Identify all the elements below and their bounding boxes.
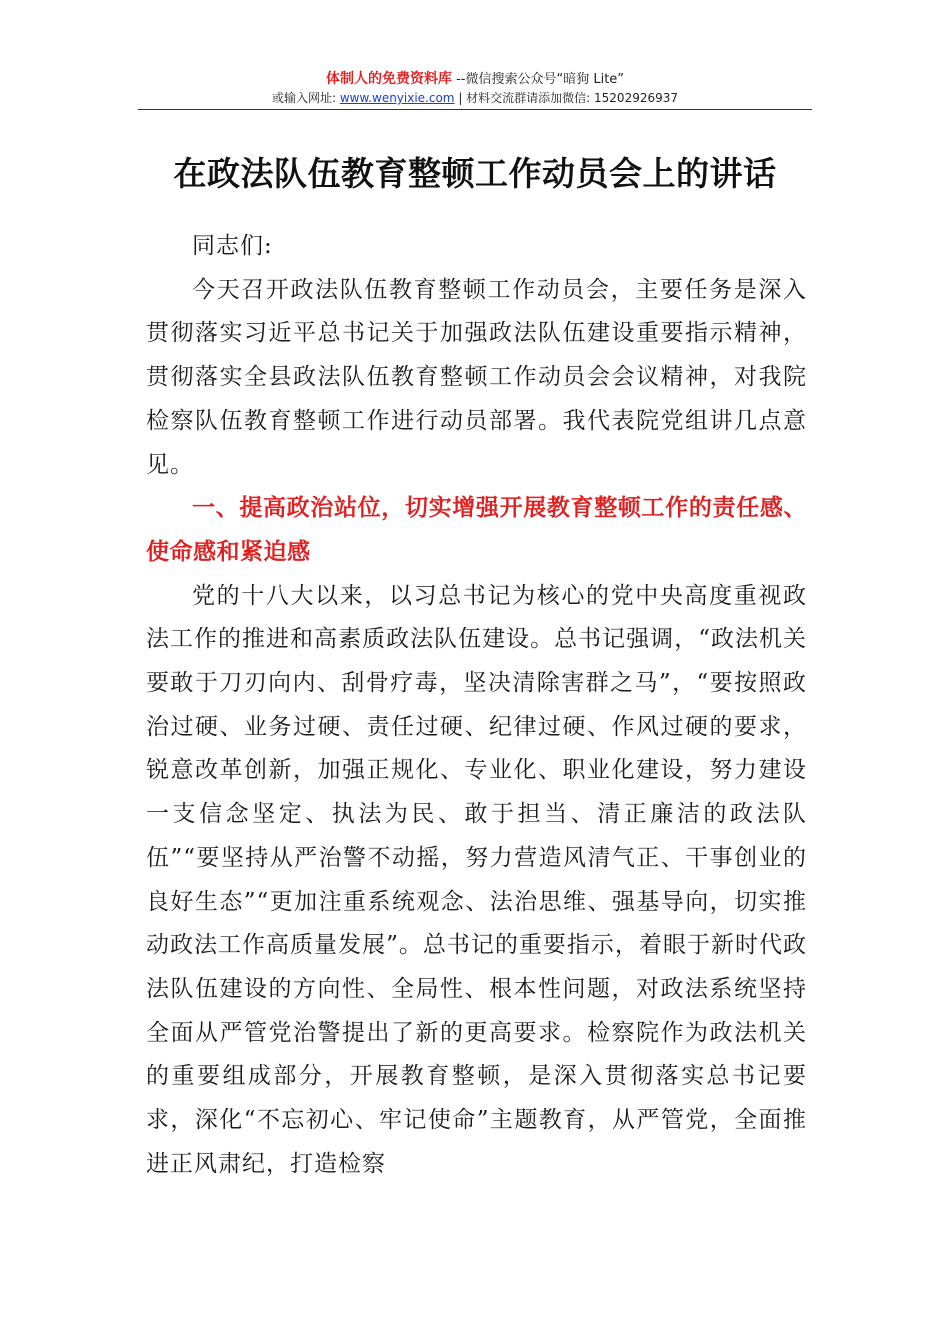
header-url-prefix: 或输入网址: [271,91,340,105]
header-divider [138,109,812,110]
paragraph-section-1: 党的十八大以来，以习总书记为核心的党中央高度重视政法工作的推进和高素质政法队伍建设。总书记强调，“政法机关要敢于刀刃向内、刮骨疗毒，坚决清除害群之马”，“要按照政治过硬、业务过硬、责任过硬、纪律过硬、作风过硬的要求，锐意改革创新，加强正规化、专业化、职业化建设，努力建设一支信念坚定、执法为民、敢于担当、清正廉洁的政法队伍”“要坚持从严治警不动摇，努力营造风清气正、干事创业的良好生态”“更加注重系统观念、法治思维、强基导向，切实推动政法工作高质量发展”。总书记的重要指示，着眼于新时代政法队伍建设的方向性、全局性、根本性问题，对政法系统坚持全面从严管党治警提出了新的更高要求。检察院作为政法机关的重要组成部分，开展教育整顿，是深入贯彻落实总书记要求，深化“不忘初心、牢记使命”主题教育，从严管党，全面推进正风肃纪，打造检察 [146,582,807,1177]
document-body [146,225,807,1186]
salutation: 同志们: [192,233,273,259]
header-url-link[interactable]: www.wenyixie.com [339,91,455,105]
section-heading-1: 一、提高政治站位，切实增强开展教育整顿工作的责任感、使命感和紧迫感 [146,495,807,565]
header-site-name: 体制人的免费资料库 [325,71,452,87]
page-header [138,70,812,107]
header-line-2 [138,89,812,107]
header-contact: | 材料交流群请添加微信: 15202926937 [454,91,679,105]
header-line-1 [138,70,812,89]
document-title: 在政法队伍教育整顿工作动员会上的讲话 [173,154,777,193]
header-wechat-note: --微信搜索公众号“暗狗 Lite” [451,72,625,87]
paragraph-intro: 今天召开政法队伍教育整顿工作动员会，主要任务是深入贯彻落实习近平总书记关于加强政法队伍建设重要指示精神，贯彻落实全县政法队伍教育整顿工作动员会会议精神，对我院检察队伍教育整顿工作进行动员部署。我代表院党组讲几点意见。 [146,276,807,478]
